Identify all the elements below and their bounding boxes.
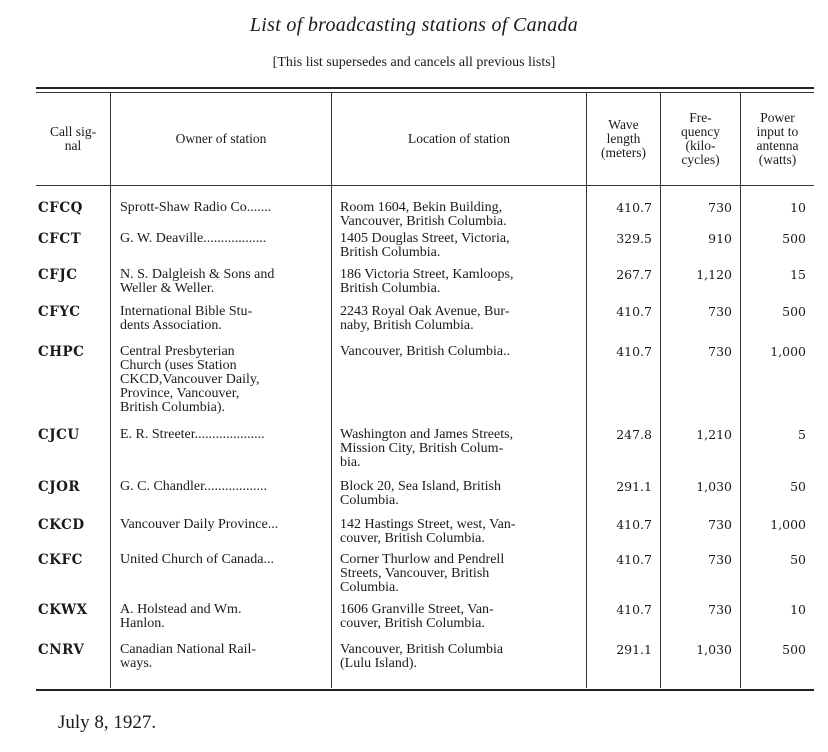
document-title: List of broadcasting stations of Canada	[249, 14, 579, 36]
station-location: 1405 Douglas Street, Victoria, British Columbia.	[340, 231, 510, 260]
power-input: 500	[782, 231, 806, 246]
station-location: Room 1604, Bekin Building, Vancouver, British Columbia.	[340, 200, 507, 229]
power-input: 10	[790, 602, 806, 617]
wave-length: 267.7	[616, 267, 652, 282]
wave-length: 410.7	[616, 602, 652, 617]
owner-name: Canadian National Rail- ways.	[120, 642, 257, 671]
power-input: 15	[790, 267, 806, 282]
station-location: 2243 Royal Oak Avenue, Bur- naby, British Columbia.	[340, 304, 510, 333]
station-location: 1606 Granville Street, Van- couver, British Columbia.	[340, 602, 494, 631]
power-input: 1,000	[770, 344, 806, 359]
power-input: 1,000	[770, 517, 806, 532]
power-input: 500	[782, 304, 806, 319]
power-input: 50	[790, 479, 806, 494]
wave-length: 410.7	[616, 344, 652, 359]
call-signal: CKCD	[38, 517, 85, 533]
wave-length: 329.5	[616, 231, 652, 246]
owner-name: Sprott-Shaw Radio Co.......	[120, 200, 272, 215]
power-input: 500	[782, 642, 806, 657]
call-signal: CHPC	[38, 344, 85, 360]
frequency: 730	[708, 517, 732, 532]
owner-name: G. W. Deaville..................	[120, 231, 267, 246]
station-location: Vancouver, British Columbia..	[340, 344, 511, 359]
owner-name: G. C. Chandler..................	[120, 479, 267, 494]
wave-length: 410.7	[616, 200, 652, 215]
call-signal: CFYC	[38, 304, 81, 320]
wave-length: 291.1	[616, 642, 652, 657]
document-date: July 8, 1927.	[58, 712, 157, 733]
header-call-signal: Call sig- nal	[49, 124, 97, 153]
frequency: 730	[708, 200, 732, 215]
station-location: 142 Hastings Street, west, Van- couver, British Columbia.	[340, 517, 516, 546]
header-frequency: Fre- quency (kilo- cycles)	[681, 110, 720, 167]
table-bottom-rule	[36, 689, 814, 691]
wave-length: 247.8	[616, 427, 652, 442]
owner-name: E. R. Streeter....................	[120, 427, 265, 442]
owner-name: Central Presbyterian Church (uses Station CKCD,Vancouver Daily, Province, Vancouver, British Columbia).	[120, 344, 260, 415]
owner-name: Vancouver Daily Province...	[120, 517, 279, 532]
power-input: 5	[798, 427, 806, 442]
call-signal: CFJC	[38, 267, 78, 283]
station-location: Vancouver, British Columbia (Lulu Island).	[340, 642, 504, 671]
station-location: 186 Victoria Street, Kamloops, British Columbia.	[340, 267, 514, 296]
owner-name: N. S. Dalgleish & Sons and Weller & Weller.	[120, 267, 275, 296]
owner-name: International Bible Stu- dents Association.	[120, 304, 253, 333]
station-location: Block 20, Sea Island, British Columbia.	[340, 479, 501, 508]
power-input: 50	[790, 552, 806, 567]
frequency: 1,030	[696, 642, 732, 657]
frequency: 730	[708, 304, 732, 319]
header-owner: Owner of station	[175, 131, 267, 146]
wave-length: 410.7	[616, 552, 652, 567]
owner-name: United Church of Canada...	[120, 552, 274, 567]
frequency: 1,210	[696, 427, 732, 442]
frequency: 1,030	[696, 479, 732, 494]
header-power: Power input to antenna (watts)	[756, 110, 799, 167]
station-location: Washington and James Streets, Mission City, British Colum- bia.	[340, 427, 514, 470]
call-signal: CFCQ	[38, 200, 83, 216]
table-header-rule	[36, 185, 814, 186]
frequency: 730	[708, 552, 732, 567]
document-subtitle: [This list supersedes and cancels all previous lists]	[272, 55, 556, 70]
owner-name: A. Holstead and Wm. Hanlon.	[120, 602, 242, 631]
wave-length: 410.7	[616, 517, 652, 532]
call-signal: CKWX	[38, 602, 88, 618]
frequency: 730	[708, 602, 732, 617]
header-location: Location of station	[408, 131, 510, 146]
header-wave-length: Wave length (meters)	[601, 117, 646, 160]
wave-length: 291.1	[616, 479, 652, 494]
call-signal: CJOR	[38, 479, 81, 495]
frequency: 730	[708, 344, 732, 359]
call-signal: CFCT	[38, 231, 82, 247]
call-signal: CNRV	[38, 642, 85, 658]
station-location: Corner Thurlow and Pendrell Streets, Vancouver, British Columbia.	[340, 552, 505, 595]
wave-length: 410.7	[616, 304, 652, 319]
power-input: 10	[790, 200, 806, 215]
frequency: 910	[708, 231, 732, 246]
call-signal: CKFC	[38, 552, 83, 568]
call-signal: CJCU	[38, 427, 80, 443]
frequency: 1,120	[696, 267, 732, 282]
table-top-rule	[36, 87, 814, 89]
